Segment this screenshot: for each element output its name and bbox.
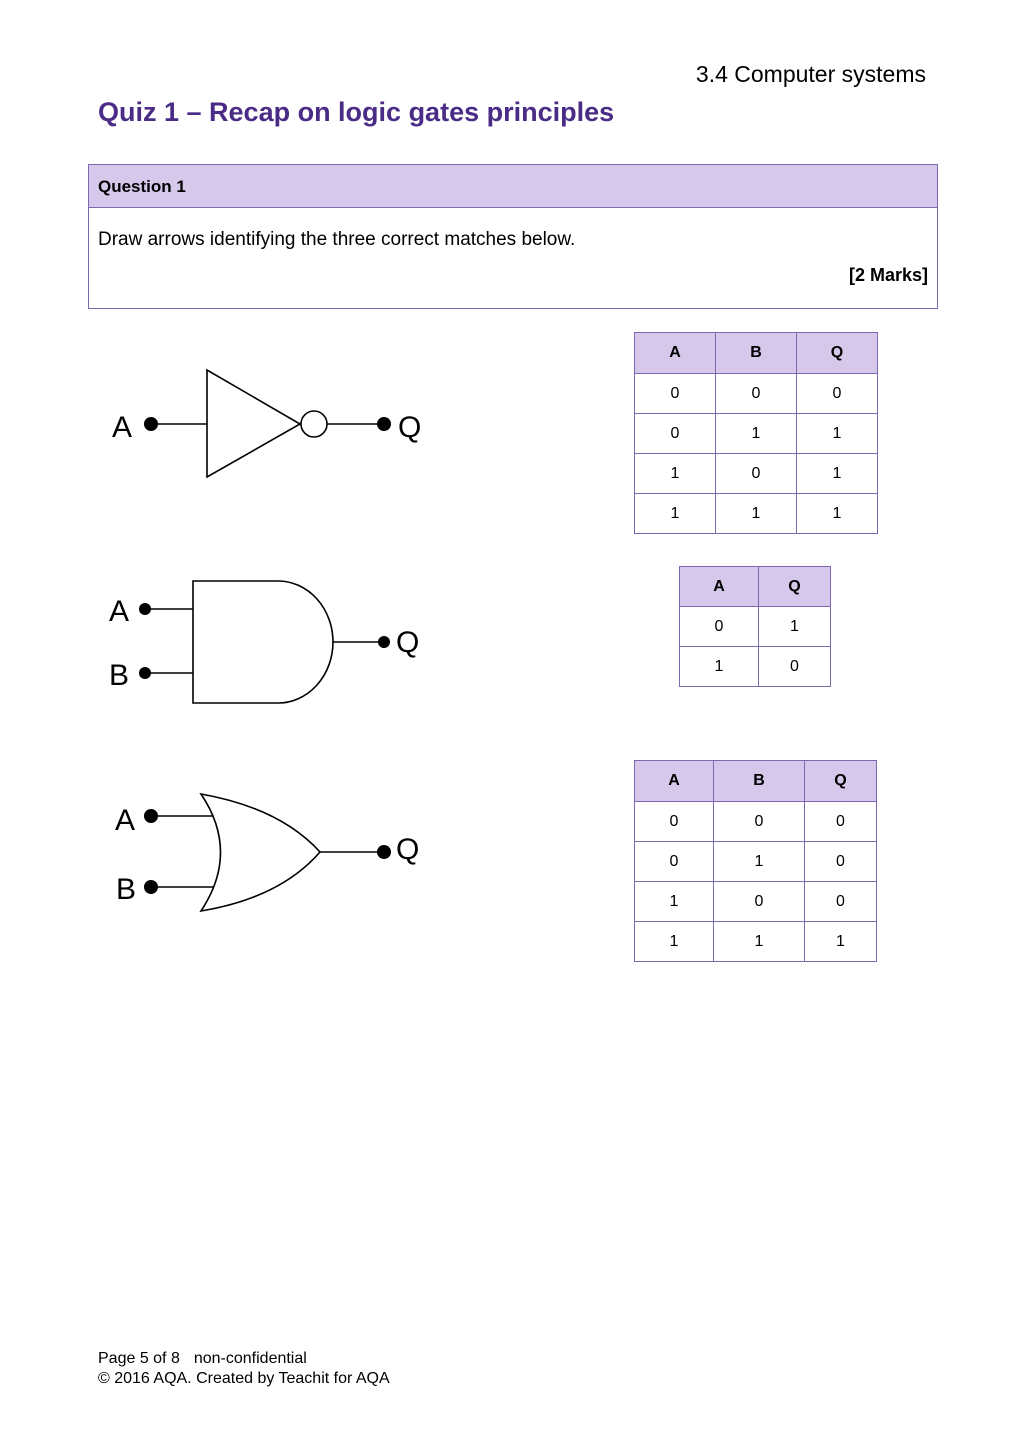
column-header: A: [680, 567, 759, 607]
table-cell: 0: [759, 647, 831, 687]
table-cell: 0: [716, 374, 797, 414]
question-marks: [2 Marks]: [848, 265, 928, 285]
column-header: Q: [759, 567, 831, 607]
table-cell: 0: [797, 374, 878, 414]
question-heading: Question 1: [89, 165, 937, 208]
or-gate-output-label: Q: [396, 833, 420, 866]
and-gate-input-a-label: A: [109, 595, 130, 628]
table-row: [635, 374, 878, 414]
and-gate-output-terminal: [378, 636, 390, 648]
and-gate-input-b-label: B: [109, 659, 130, 692]
table-cell: 0: [805, 882, 877, 922]
table-cell: 1: [635, 882, 714, 922]
table-row: [635, 882, 877, 922]
not-gate-diagram: [100, 360, 440, 490]
table-cell: 1: [714, 842, 805, 882]
table-cell: 1: [797, 414, 878, 454]
or-gate-diagram: [100, 780, 440, 920]
not-gate-output-label: Q: [398, 411, 422, 444]
table-cell: 0: [714, 882, 805, 922]
or-gate-input-a-label: A: [115, 804, 136, 837]
table-cell: 1: [680, 647, 759, 687]
table-row: [635, 922, 877, 962]
table-row: [635, 802, 877, 842]
copyright-notice: © 2016 AQA. Created by Teachit for AQA: [98, 1370, 390, 1387]
question-box: [88, 164, 938, 309]
column-header: B: [714, 761, 805, 802]
classification-label: non-confidential: [193, 1350, 307, 1367]
table-row: [680, 647, 831, 687]
and-gate-body: [193, 581, 333, 703]
table-cell: 0: [714, 802, 805, 842]
table-cell: 1: [635, 922, 714, 962]
truth-table-1: [634, 332, 878, 534]
column-header: A: [635, 761, 714, 802]
not-gate-output-terminal: [377, 417, 391, 431]
truth-table-2: [679, 566, 831, 687]
table-cell: 0: [716, 454, 797, 494]
table-cell: 1: [759, 607, 831, 647]
or-gate-input-b-label: B: [116, 873, 137, 906]
table-cell: 1: [714, 922, 805, 962]
table-cell: 1: [635, 454, 716, 494]
column-header: B: [716, 333, 797, 374]
table-cell: 0: [635, 802, 714, 842]
table-header-row: [635, 761, 877, 802]
table-header-row: [635, 333, 878, 374]
or-gate-output-terminal: [377, 845, 391, 859]
table-cell: 0: [805, 842, 877, 882]
table-header-row: [680, 567, 831, 607]
column-header: A: [635, 333, 716, 374]
page-footer: [98, 1349, 390, 1389]
table-cell: 0: [635, 414, 716, 454]
table-cell: 1: [797, 454, 878, 494]
table-cell: 1: [716, 494, 797, 534]
table-cell: 1: [635, 494, 716, 534]
table-row: [635, 842, 877, 882]
column-header: Q: [797, 333, 878, 374]
table-cell: 1: [797, 494, 878, 534]
column-header: Q: [805, 761, 877, 802]
and-gate-diagram: [100, 570, 440, 715]
table-row: [635, 454, 878, 494]
table-row: [635, 494, 878, 534]
question-text: Draw arrows identifying the three correct matches below.: [98, 229, 576, 250]
page-number: Page 5 of 8: [98, 1350, 180, 1367]
not-gate-input-a-label: A: [112, 411, 133, 444]
footer-line-1: [98, 1349, 390, 1369]
truth-table-3: [634, 760, 877, 962]
and-gate-output-label: Q: [396, 626, 420, 659]
table-cell: 1: [716, 414, 797, 454]
table-cell: 0: [805, 802, 877, 842]
table-cell: 0: [635, 842, 714, 882]
section-label: 3.4 Computer systems: [695, 61, 926, 87]
table-row: [635, 414, 878, 454]
table-cell: 0: [635, 374, 716, 414]
table-cell: 1: [805, 922, 877, 962]
not-gate-inversion-bubble: [301, 411, 327, 437]
table-row: [680, 607, 831, 647]
page-title: Quiz 1 – Recap on logic gates principles: [98, 97, 615, 127]
not-gate-triangle: [207, 370, 300, 477]
or-gate-body: [201, 794, 320, 911]
table-cell: 0: [680, 607, 759, 647]
